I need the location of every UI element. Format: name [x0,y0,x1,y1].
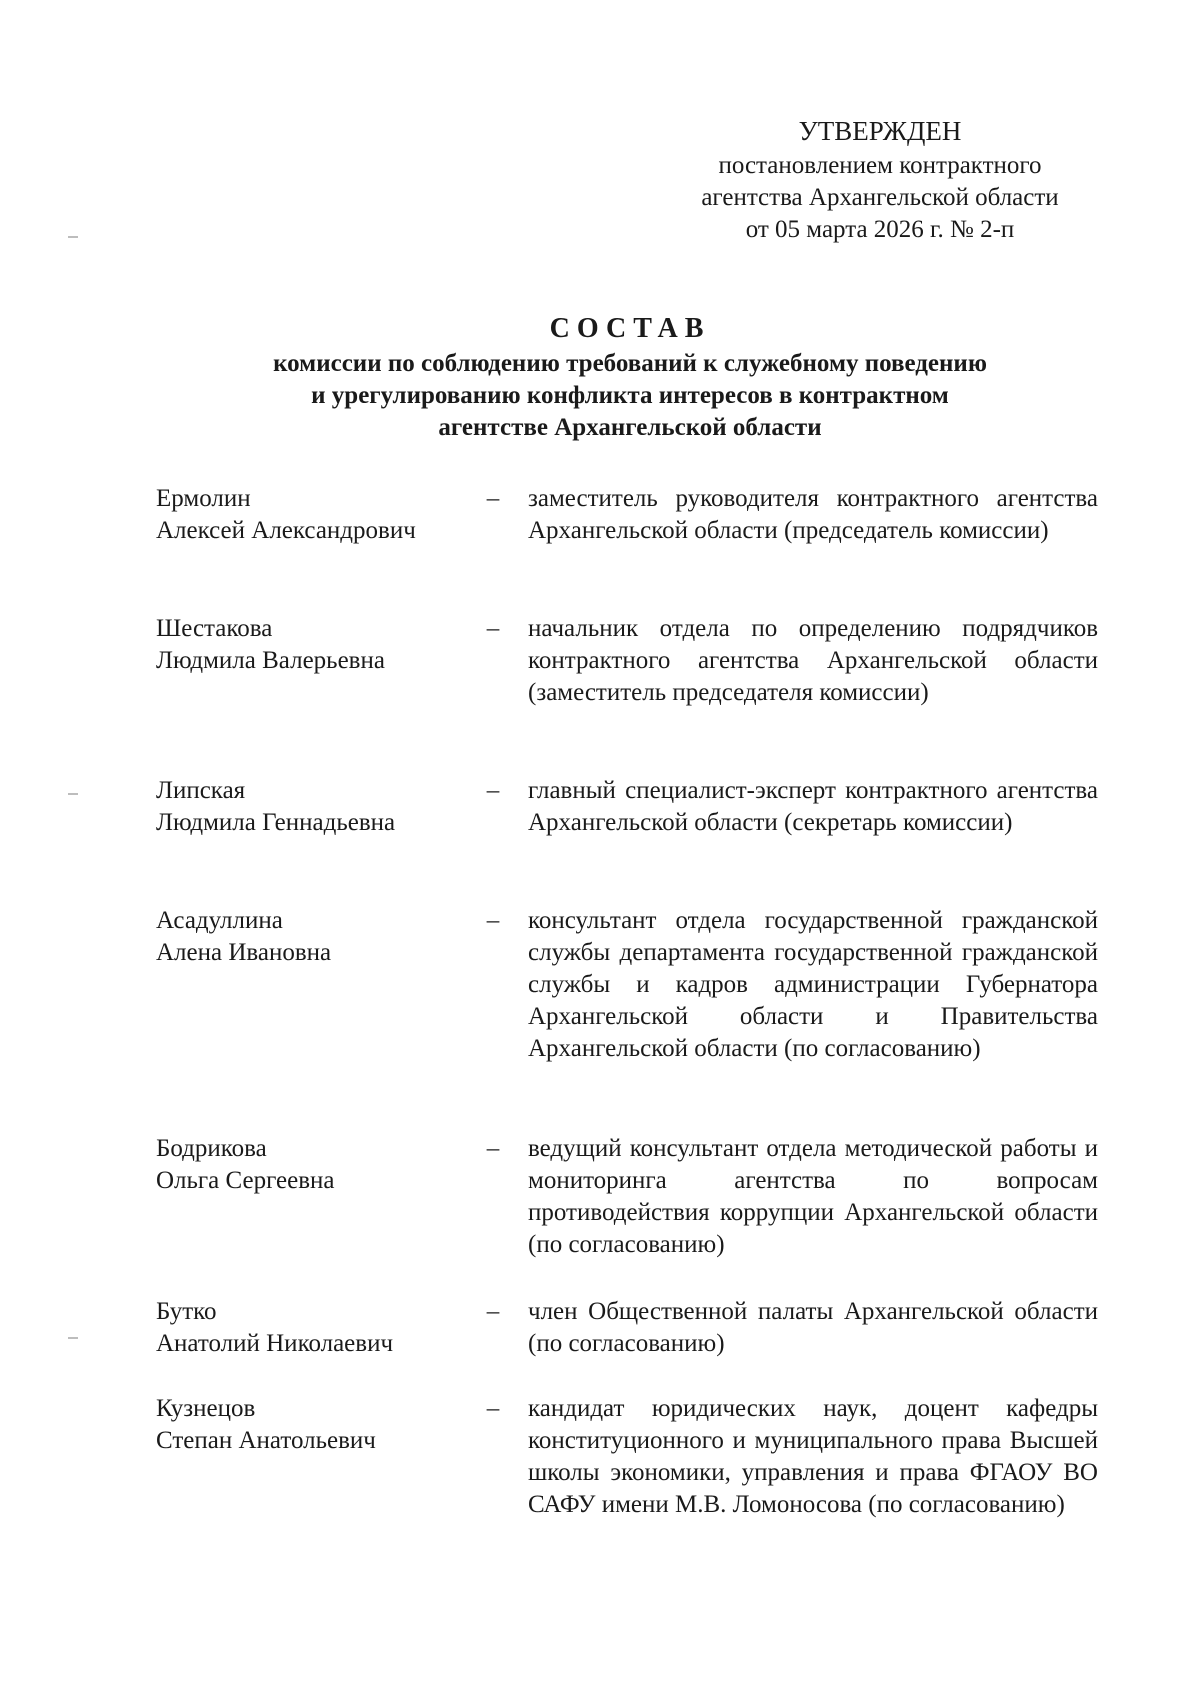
title-line: комиссии по соблюдению требований к служебному поведению [273,350,987,377]
member-given-names: Алексей Александрович [156,517,416,544]
separator-dash: – [486,907,500,934]
member-role: главный специалист-эксперт контрактного агентства Архангельской области (секретарь комиссии) [528,777,1098,836]
approval-stamp [660,112,1100,246]
member-given-names: Степан Анатольевич [156,1427,376,1454]
member-name [156,1133,476,1197]
approval-date-line: от 05 марта 2026 г. № 2-п [745,216,1015,243]
separator-dash: – [486,485,500,512]
member-name [156,1296,476,1360]
approval-line: агентства Архангельской области [701,184,1059,211]
member-surname: Бутко [156,1298,217,1325]
member-name [156,775,476,839]
member-given-names: Людмила Геннадьевна [156,809,396,836]
member-surname: Ермолин [156,485,251,512]
member-name [156,483,476,547]
scan-mark [68,1337,78,1339]
approval-heading: УТВЕРЖДЕН [798,116,962,146]
title-line: агентстве Архангельской области [438,414,822,441]
member-name [156,1393,476,1457]
separator-dash: – [486,1135,500,1162]
title-line: и урегулированию конфликта интересов в контрактном [311,382,949,409]
member-role: ведущий консультант отдела методической работы и мониторинга агентства по вопросам противодействия коррупции Архангельской области (по согласованию) [528,1135,1098,1258]
member-surname: Асадуллина [156,907,283,934]
separator-dash: – [486,615,500,642]
member-given-names: Ольга Сергеевна [156,1167,335,1194]
member-role: консультант отдела государственной гражданской службы департамента государственной гражданской службы и кадров администрации Губернатора Архангельской области и Правительства Архангельской области (по согласованию) [528,907,1098,1062]
title-main: СОСТАВ [549,313,711,344]
member-role: заместитель руководителя контрактного агентства Архангельской области (председатель комиссии) [528,485,1098,544]
member-name [156,905,476,969]
separator-dash: – [486,1298,500,1325]
member-given-names: Людмила Валерьевна [156,647,385,674]
member-given-names: Алена Ивановна [156,939,332,966]
member-surname: Кузнецов [156,1395,256,1422]
document-title [190,312,1070,444]
member-role: кандидат юридических наук, доцент кафедры конституционного и муниципального права Высшей школы экономики, управления и права ФГАОУ ВО САФУ имени М.В. Ломоносова (по согласованию) [528,1395,1098,1518]
member-role: член Общественной палаты Архангельской области (по согласованию) [528,1298,1098,1357]
member-given-names: Анатолий Николаевич [156,1330,394,1357]
member-name [156,613,476,677]
member-role: начальник отдела по определению подрядчиков контрактного агентства Архангельской области (заместитель председателя комиссии) [528,615,1098,706]
separator-dash: – [486,1395,500,1422]
scan-mark [68,793,78,795]
member-surname: Липская [156,777,246,804]
member-surname: Бодрикова [156,1135,267,1162]
scan-mark [68,236,78,238]
approval-line: постановлением контрактного [718,152,1042,179]
separator-dash: – [486,777,500,804]
member-surname: Шестакова [156,615,273,642]
